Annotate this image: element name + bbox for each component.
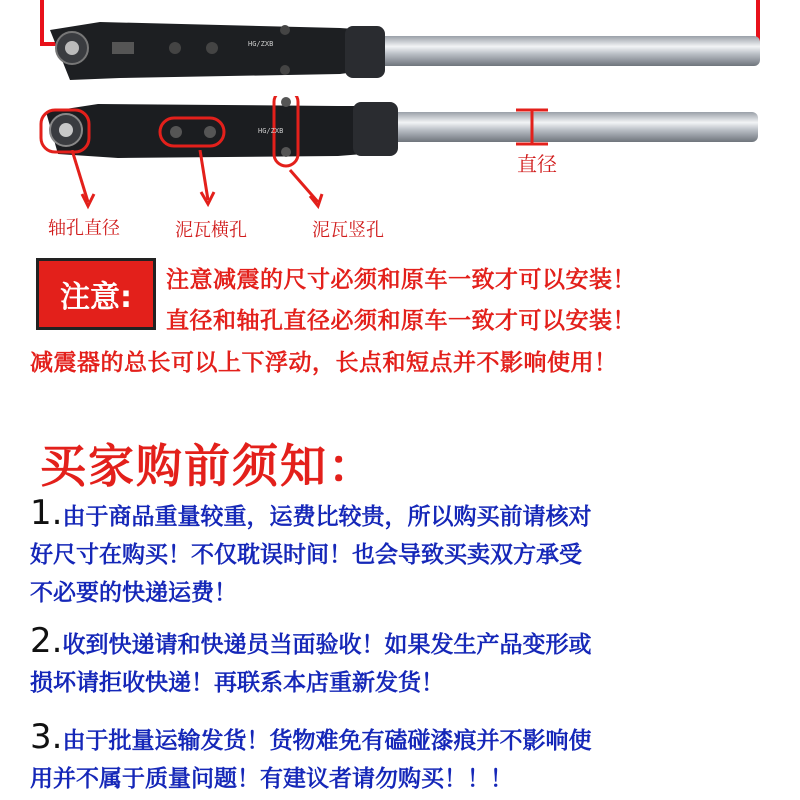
- notice-line-2: 直径和轴孔直径必须和原车一致才可以安装！: [166, 308, 636, 334]
- purchase-item-2: [30, 622, 780, 702]
- item-text: 由于批量运输发货！货物难免有磕碰漆痕并不影响使: [62, 728, 592, 754]
- mudguard-vertical-hole-label: 泥瓦竖孔: [312, 220, 384, 241]
- mudguard-horizontal-hole-label: 泥瓦横孔: [175, 220, 247, 241]
- item-text: 由于商品重量较重，运费比较贵，所以购买前请核对: [62, 504, 592, 530]
- item-text: 损坏请拒收快递！再联系本店重新发货！: [30, 670, 444, 696]
- item-number: 2.: [30, 621, 63, 661]
- notice-badge: 注意:: [36, 258, 156, 330]
- part-marking-top: HG/ZXB: [248, 40, 274, 48]
- purchase-item-3: [30, 718, 780, 798]
- callout-arrows: [0, 150, 800, 210]
- item-text: 不必要的快递运费！: [30, 580, 237, 606]
- shock-absorber-image-top: [40, 8, 770, 88]
- notice-line-3: 减震器的总长可以上下浮动，长点和短点并不影响使用！: [30, 350, 618, 376]
- item-number: 1.: [30, 493, 63, 533]
- part-marking-bottom: HG/ZXB: [258, 127, 284, 135]
- item-text: 用并不属于质量问题！有建议者请勿购买！！！: [30, 766, 513, 792]
- purchase-heading: 买家购前须知：: [40, 439, 376, 493]
- axle-hole-diameter-label: 轴孔直径: [48, 218, 120, 239]
- purchase-item-1: [30, 494, 780, 612]
- item-text: 收到快递请和快递员当面验收！如果发生产品变形或: [62, 632, 592, 658]
- notice-line-1: 注意减震的尺寸必须和原车一致才可以安装！: [166, 267, 636, 293]
- item-text: 好尺寸在购买！不仅耽误时间！也会导致买卖双方承受: [30, 542, 582, 568]
- diameter-label: 直径: [517, 152, 557, 176]
- item-number: 3.: [30, 717, 63, 757]
